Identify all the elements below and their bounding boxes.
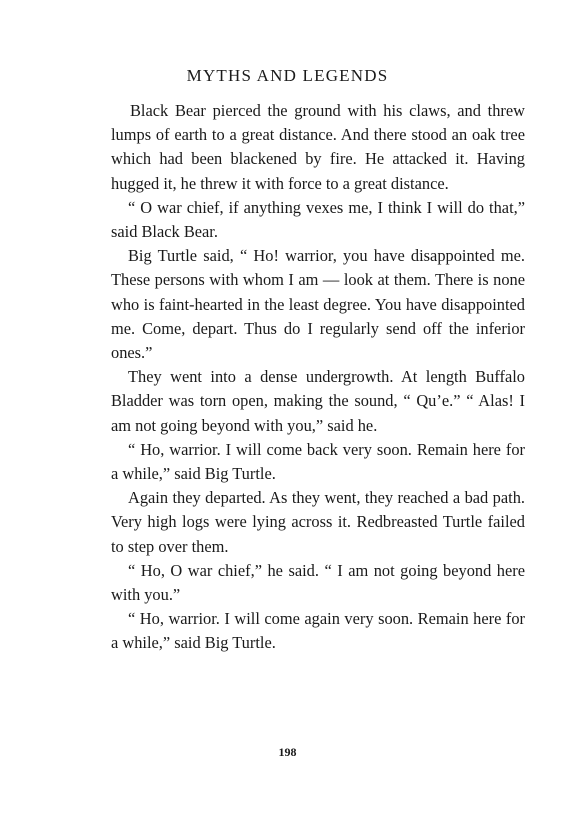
- paragraph: Again they departed. As they went, they reached a bad path. Very high logs were lying across it. Redbreasted Turtle failed to step over them.: [111, 488, 525, 556]
- paragraph: “ Ho, warrior. I will come back very soon. Remain here for a while,” said Big Turtle.: [111, 439, 525, 484]
- paragraph: “ Ho, O war chief,” he said. “ I am not going beyond here with you.”: [111, 560, 525, 605]
- body-text: [111, 99, 525, 656]
- paragraph: Black Bear pierced the ground with his claws, and threw lumps of earth to a great distance. And there stood an oak tree which had been blackened by fire. He attacked it. Having hugged it, he threw it with force to a great distance.: [111, 101, 525, 193]
- paragraph: “ O war chief, if anything vexes me, I think I will do that,” said Black Bear.: [111, 197, 525, 242]
- paragraph: They went into a dense undergrowth. At length Buffalo Bladder was torn open, making the sound, “ Qu’e.” “ Alas! I am not going beyond with you,” said he.: [111, 367, 525, 435]
- paragraph: “ Ho, warrior. I will come again very soon. Remain here for a while,” said Big Turtle.: [111, 609, 525, 653]
- paragraph: Big Turtle said, “ Ho! warrior, you have disappointed me. These persons with whom I am — look at them. There is none who is faint-hearted in the least degree. You have disappointed me. Come, depart. Thus do I regularly send off the inferior ones.”: [111, 246, 525, 363]
- page-number: 198: [278, 745, 297, 759]
- running-head: MYTHS AND LEGENDS: [186, 66, 389, 85]
